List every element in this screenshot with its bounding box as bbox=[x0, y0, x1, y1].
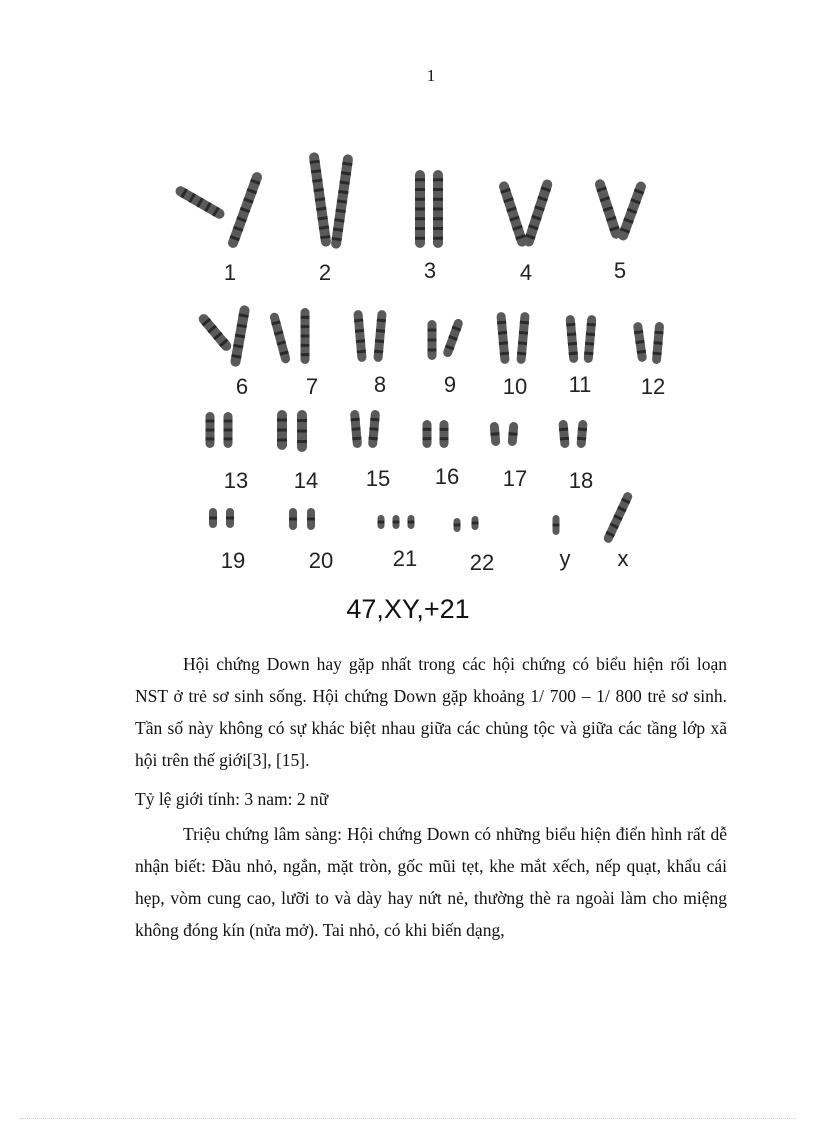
chromosome-8b bbox=[373, 310, 386, 363]
chromosome-1a bbox=[174, 184, 227, 220]
chromosome-21a bbox=[378, 515, 385, 529]
chromosome-22a bbox=[454, 518, 461, 532]
chromosome-16b bbox=[440, 420, 449, 448]
chr-label-2: 2 bbox=[318, 260, 332, 285]
chromosome-19b bbox=[226, 508, 234, 528]
chr-label-21: 21 bbox=[392, 546, 418, 571]
chromosome-5a bbox=[594, 178, 623, 240]
chr-label-18: 18 bbox=[568, 468, 594, 493]
chr-label-7: 7 bbox=[305, 374, 319, 399]
chromosome-20b bbox=[307, 508, 315, 530]
chromosome-18b bbox=[576, 420, 587, 449]
chr-label-3: 3 bbox=[423, 258, 437, 283]
chromosome-14a bbox=[277, 410, 287, 450]
karyotype-formula: 47,XY,+21 bbox=[346, 594, 470, 624]
page-number: 1 bbox=[426, 66, 436, 85]
chr-label-8: 8 bbox=[373, 372, 387, 397]
chromosome-3a bbox=[415, 170, 425, 248]
chr-label-9: 9 bbox=[443, 372, 457, 397]
chromosome-2b bbox=[330, 154, 353, 249]
chr-label-1: 1 bbox=[223, 260, 237, 285]
chr-label-17: 17 bbox=[502, 466, 528, 491]
chromosome-21b bbox=[393, 515, 400, 529]
chromosome-13a bbox=[206, 412, 215, 448]
chromosome-11a bbox=[565, 315, 578, 364]
chromosome-22b bbox=[472, 516, 479, 530]
chromosome-19a bbox=[209, 508, 217, 528]
chromosome-17b bbox=[507, 422, 518, 447]
chromosome-8a bbox=[353, 310, 366, 363]
chromosome-1b bbox=[227, 171, 264, 250]
chromosome-7b bbox=[301, 308, 310, 364]
chromosome-9b bbox=[442, 318, 464, 359]
chromosome-15a bbox=[350, 410, 362, 449]
chromosome-13b bbox=[224, 412, 233, 448]
chromosome-7a bbox=[269, 312, 291, 365]
chr-label-13: 13 bbox=[223, 468, 249, 493]
chr-label-5: 5 bbox=[613, 258, 627, 283]
chr-label-22: 22 bbox=[469, 550, 495, 575]
paragraph-sex-ratio: Tỷ lệ giới tính: 3 nam: 2 nữ bbox=[135, 789, 329, 809]
chromosome-20a bbox=[289, 508, 297, 530]
chr-label-y: y bbox=[559, 546, 571, 571]
chromosome-xa bbox=[602, 491, 633, 545]
chromosome-9a bbox=[428, 320, 437, 360]
chromosome-17a bbox=[489, 422, 500, 447]
chromosome-21c bbox=[408, 515, 415, 529]
chromosome-6a bbox=[197, 312, 234, 353]
chromosome-15b bbox=[368, 410, 380, 449]
chr-label-14: 14 bbox=[293, 468, 319, 493]
chromosome-14b bbox=[297, 410, 307, 452]
karyotype-image bbox=[170, 140, 690, 630]
chr-label-11: 11 bbox=[568, 372, 592, 397]
chr-label-x: x bbox=[617, 546, 629, 571]
chromosome-10b bbox=[516, 312, 529, 365]
chromosome-16a bbox=[423, 420, 432, 448]
chromosome-6b bbox=[230, 305, 251, 368]
chromosome-12a bbox=[633, 322, 647, 363]
chromosome-18a bbox=[558, 420, 569, 449]
chromosome-ya bbox=[553, 515, 560, 535]
chr-label-6: 6 bbox=[235, 374, 249, 399]
chromosome-3b bbox=[433, 170, 443, 248]
karyotype-figure bbox=[170, 140, 690, 630]
chromosome-12b bbox=[652, 322, 665, 365]
chromosome-2a bbox=[308, 152, 331, 247]
chr-label-15: 15 bbox=[365, 466, 391, 491]
chr-label-4: 4 bbox=[519, 260, 533, 285]
chr-label-10: 10 bbox=[502, 374, 528, 399]
chr-label-19: 19 bbox=[220, 548, 246, 573]
chr-label-12: 12 bbox=[640, 374, 666, 399]
chromosome-4a bbox=[498, 180, 529, 248]
page-bottom-rule bbox=[20, 1118, 796, 1119]
chr-label-20: 20 bbox=[308, 548, 334, 573]
paragraph-clinical-symptoms: Triệu chứng lâm sàng: Hội chứng Down có những biểu hiện điển hình rất dễ nhận biết: Đầu nhỏ, ngắn, mặt tròn, gốc mũi tẹt, khe mắt xếch, nếp quạt, khẩu cái hẹp, vòm cung cao, lưỡi to và dày hay nứt nẻ, thường thè ra ngoài làm cho miệng không đóng kín (nửa mở). Tai nhỏ, có khi biến dạng, bbox=[135, 824, 727, 940]
chromosome-4b bbox=[522, 178, 553, 248]
chromosome-10a bbox=[496, 312, 509, 365]
paragraph-prevalence: Hội chứng Down hay gặp nhất trong các hội chứng có biểu hiện rối loạn NST ở trẻ sơ sinh sống. Hội chứng Down gặp khoảng 1/ 700 – 1/ 800 trẻ sơ sinh. Tần số này không có sự khác biệt nhau giữa các chủng tộc và giữa các tầng lớp xã hội trên thế giới[3], [15]. bbox=[135, 654, 727, 770]
chr-label-16: 16 bbox=[434, 464, 460, 489]
chromosome-11b bbox=[583, 315, 596, 364]
chromosome-5b bbox=[617, 180, 648, 242]
